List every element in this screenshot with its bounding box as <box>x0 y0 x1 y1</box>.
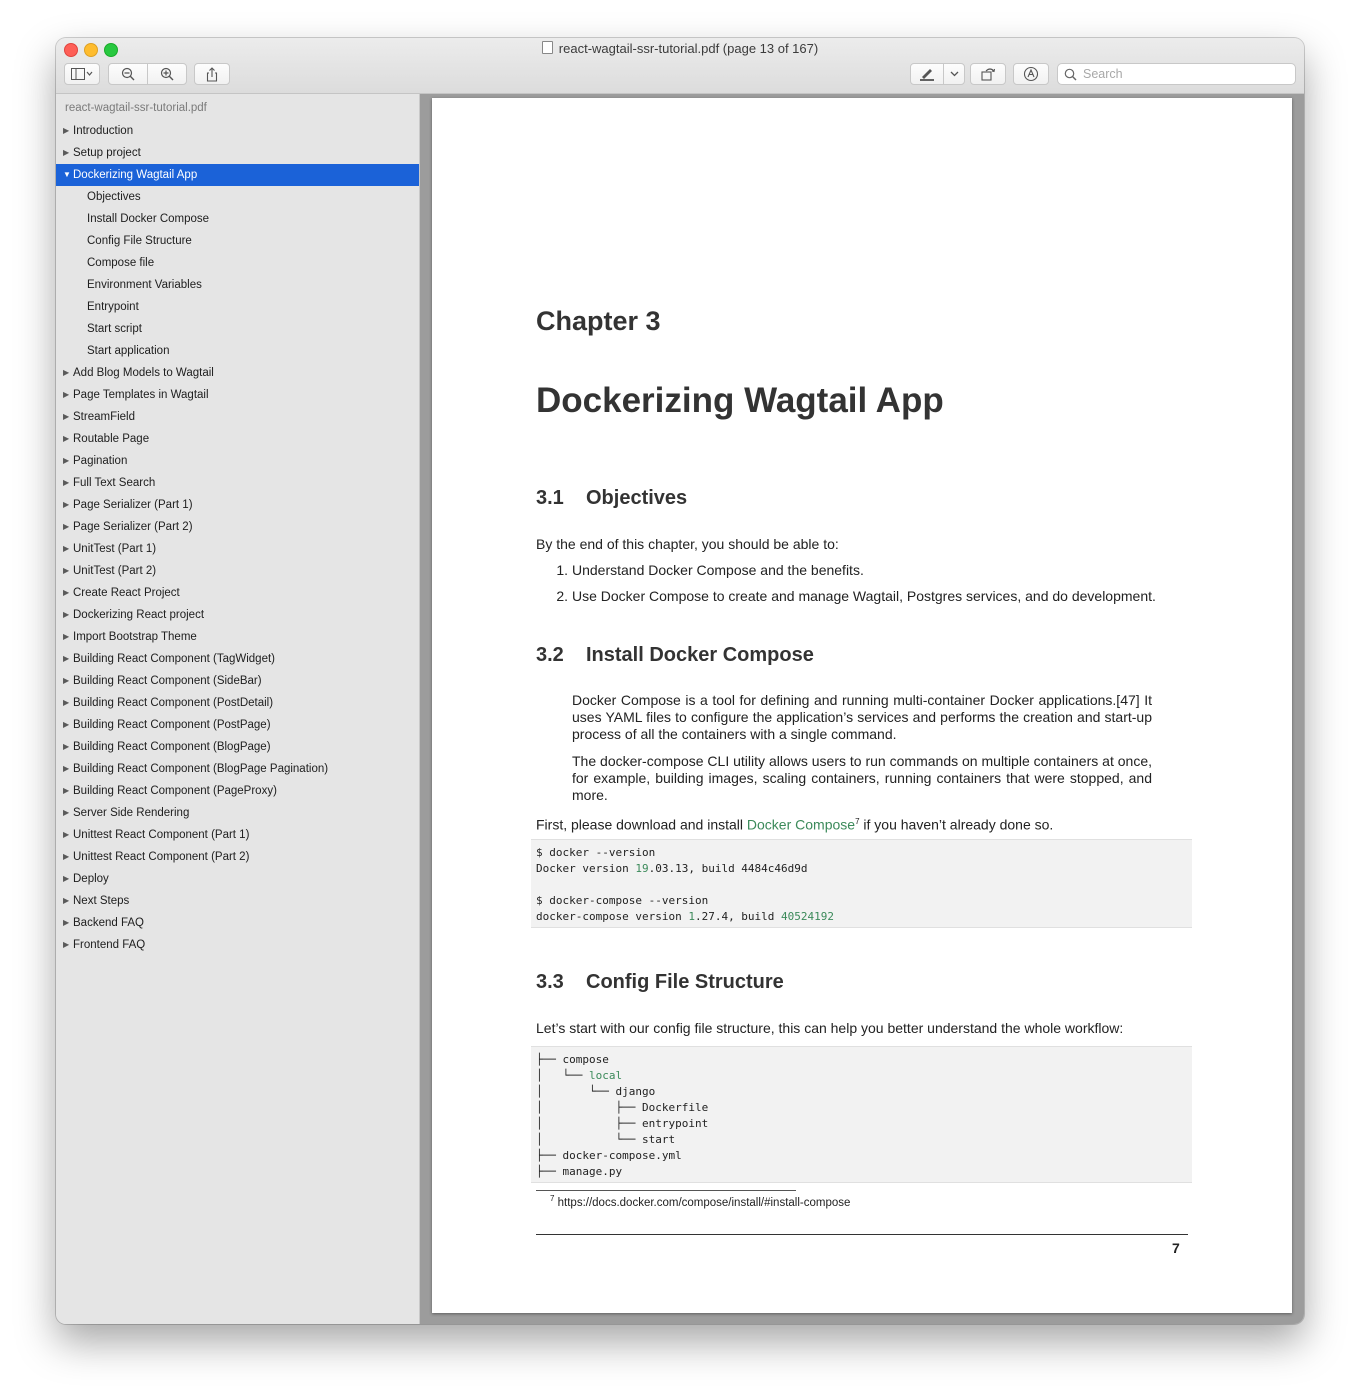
disclosure-closed-icon[interactable]: ▶ <box>63 720 70 729</box>
toc-item[interactable] <box>56 274 419 296</box>
objectives-intro: By the end of this chapter, you should be able to: <box>536 536 839 552</box>
toc-item[interactable] <box>56 648 419 670</box>
markup-toolbar-button[interactable] <box>1013 63 1049 85</box>
share-button[interactable] <box>194 63 230 85</box>
disclosure-closed-icon[interactable]: ▶ <box>63 368 70 377</box>
toc-item[interactable] <box>56 780 419 802</box>
disclosure-closed-icon[interactable]: ▶ <box>63 874 70 883</box>
code-line <box>536 877 1187 893</box>
toc-item-label: Building React Component (BlogPage) <box>73 741 271 753</box>
docker-compose-link[interactable]: Docker Compose <box>746 816 856 833</box>
disclosure-closed-icon[interactable]: ▶ <box>63 786 70 795</box>
code-line: Docker version 19.03.13, build 4484c46d9d <box>536 862 808 875</box>
toc-item-label: Full Text Search <box>73 477 156 489</box>
toc-item[interactable] <box>56 296 419 318</box>
share-icon <box>206 67 218 82</box>
toc-item[interactable] <box>56 604 419 626</box>
toc-item[interactable] <box>56 538 419 560</box>
footnote-divider <box>536 1190 796 1191</box>
disclosure-closed-icon[interactable]: ▶ <box>63 544 70 553</box>
code-line: $ docker-compose --version <box>536 894 709 907</box>
install-paragraph: First, please download and install Docker Compose$^7$ if you haven’t already done so. <box>536 816 1054 833</box>
disclosure-closed-icon[interactable]: ▶ <box>63 412 70 421</box>
zoom-out-button[interactable] <box>108 63 148 85</box>
markup-pen-button[interactable] <box>910 63 944 85</box>
window-title: react-wagtail-ssr-tutorial.pdf (page 13 of 167) <box>56 41 1304 56</box>
code-block-versions <box>531 839 1192 928</box>
disclosure-closed-icon[interactable]: ▶ <box>63 522 70 531</box>
disclosure-closed-icon[interactable]: ▶ <box>63 126 70 135</box>
page-number: 7 <box>1172 1240 1180 1256</box>
titlebar <box>56 38 1304 94</box>
toc-item-label: Entrypoint <box>87 301 139 313</box>
chapter-label: Chapter 3 <box>536 306 661 336</box>
toc-item-label: Dockerizing Wagtail App <box>73 169 198 181</box>
toc-item[interactable] <box>56 516 419 538</box>
toc-item-label: Page Serializer (Part 2) <box>73 521 193 533</box>
markup-options-button[interactable] <box>943 63 965 85</box>
toc-item-label: Building React Component (PostPage) <box>73 719 271 731</box>
toc-item[interactable] <box>56 714 419 736</box>
disclosure-closed-icon[interactable]: ▶ <box>63 654 70 663</box>
toc-item[interactable] <box>56 472 419 494</box>
toc-item[interactable] <box>56 626 419 648</box>
search-input[interactable] <box>1081 66 1285 82</box>
toc-item-label: Config File Structure <box>87 235 192 247</box>
chapter-title: Dockerizing Wagtail App <box>536 381 944 420</box>
chevron-down-icon <box>950 71 959 77</box>
toc-item-label: Next Steps <box>73 895 130 907</box>
disclosure-closed-icon[interactable]: ▶ <box>63 500 70 509</box>
code-line: │ ├── entrypoint <box>536 1117 709 1130</box>
disclosure-closed-icon[interactable]: ▶ <box>63 830 70 839</box>
toc-item-label: Add Blog Models to Wagtail <box>73 367 214 379</box>
magnifier-icon <box>1064 68 1077 81</box>
toc-item[interactable] <box>56 120 419 142</box>
code-line: docker-compose version 1.27.4, build 40524192 <box>536 910 835 923</box>
disclosure-closed-icon[interactable]: ▶ <box>63 390 70 399</box>
config-intro: Let’s start with our config file structure, this can help you better understand the whole workflow: <box>536 1020 1124 1036</box>
toc-item[interactable] <box>56 450 419 472</box>
disclosure-closed-icon[interactable]: ▶ <box>63 896 70 905</box>
toc-item-label: Setup project <box>73 147 141 159</box>
zoom-out-icon <box>121 67 135 81</box>
code-block-file-tree <box>531 1046 1192 1183</box>
document-view[interactable] <box>420 94 1304 1324</box>
page-footer-divider <box>536 1234 1188 1235</box>
disclosure-closed-icon[interactable]: ▶ <box>63 940 70 949</box>
objective-item: 2. Use Docker Compose to create and manage Wagtail, Postgres services, and do development. <box>556 588 1156 604</box>
toc-item[interactable] <box>56 384 419 406</box>
toc-item[interactable] <box>56 758 419 780</box>
pen-icon <box>919 67 935 81</box>
disclosure-closed-icon[interactable]: ▶ <box>63 764 70 773</box>
disclosure-closed-icon[interactable]: ▶ <box>63 610 70 619</box>
zoom-in-button[interactable] <box>147 63 187 85</box>
toc-item[interactable] <box>56 868 419 890</box>
rotate-icon <box>980 67 996 81</box>
disclosure-closed-icon[interactable]: ▶ <box>63 148 70 157</box>
toc-item[interactable] <box>56 934 419 956</box>
toc-item-label: Building React Component (PageProxy) <box>73 785 277 797</box>
code-line: ├── docker-compose.yml <box>536 1149 682 1162</box>
toc-item[interactable] <box>56 846 419 868</box>
toc-item-label: Building React Component (BlogPage Pagination) <box>73 763 329 775</box>
rotate-button[interactable] <box>970 63 1006 85</box>
sidebar-toggle-button[interactable] <box>64 63 100 85</box>
disclosure-closed-icon[interactable]: ▶ <box>63 456 70 465</box>
toc-item-label: Pagination <box>73 455 128 467</box>
toc-item-label: Unittest React Component (Part 2) <box>73 851 250 863</box>
disclosure-closed-icon[interactable]: ▶ <box>63 676 70 685</box>
toc-item-label: Building React Component (PostDetail) <box>73 697 274 709</box>
toc-item[interactable] <box>56 230 419 252</box>
footnote-ref: 7 <box>855 817 860 826</box>
disclosure-closed-icon[interactable]: ▶ <box>63 632 70 641</box>
markup-icon <box>1023 66 1039 82</box>
code-line: │ └── django <box>536 1085 656 1098</box>
toc-item-label: Page Templates in Wagtail <box>73 389 209 401</box>
pdf-document-icon <box>542 41 553 54</box>
quote-paragraph-1: Docker Compose is a tool for defining and running multi-container Docker applications.[47] It uses YAML files to configure the application’s services and performs the creation and start-up process of all the containers with a single command. <box>572 692 1152 742</box>
code-line: ├── manage.py <box>536 1165 623 1178</box>
toc-item-label: Start application <box>87 345 170 357</box>
toc-item[interactable] <box>56 164 419 186</box>
code-line: │ └── local <box>536 1069 623 1082</box>
toc-item[interactable] <box>56 428 419 450</box>
disclosure-closed-icon[interactable]: ▶ <box>63 566 70 575</box>
code-line: │ └── start <box>536 1133 676 1146</box>
disclosure-open-icon[interactable]: ▼ <box>63 170 71 179</box>
toc-item-label: Compose file <box>87 257 155 269</box>
objective-item: 1. Understand Docker Compose and the benefits. <box>556 562 864 578</box>
toc-item-label: Install Docker Compose <box>87 213 210 225</box>
toc-item[interactable] <box>56 692 419 714</box>
code-line: │ ├── Dockerfile <box>536 1101 709 1114</box>
table-of-contents-sidebar <box>56 94 420 1324</box>
toc-item[interactable] <box>56 186 419 208</box>
toc-item-label: Introduction <box>73 125 134 137</box>
section-heading-3-2: 3.2 Install Docker Compose <box>536 644 814 666</box>
toc-item[interactable] <box>56 824 419 846</box>
toc-item-label: Unittest React Component (Part 1) <box>73 829 250 841</box>
disclosure-closed-icon[interactable]: ▶ <box>63 742 70 751</box>
toc-item[interactable] <box>56 318 419 340</box>
toc-item[interactable] <box>56 494 419 516</box>
toc-item[interactable] <box>56 912 419 934</box>
toc-item[interactable] <box>56 890 419 912</box>
disclosure-closed-icon[interactable]: ▶ <box>63 918 70 927</box>
toc-item-label: Objectives <box>87 191 141 203</box>
toc-item-label: Routable Page <box>73 433 150 445</box>
toc-item-label: UnitTest (Part 1) <box>73 543 157 555</box>
section-heading-3-1: 3.1 Objectives <box>536 487 688 509</box>
disclosure-closed-icon[interactable]: ▶ <box>63 808 70 817</box>
disclosure-closed-icon[interactable]: ▶ <box>63 434 70 443</box>
toc-item-label: StreamField <box>73 411 135 423</box>
toc-item[interactable] <box>56 560 419 582</box>
toc-item-label: Building React Component (SideBar) <box>73 675 262 687</box>
pdf-page <box>432 98 1292 1313</box>
toc-item[interactable] <box>56 582 419 604</box>
disclosure-closed-icon[interactable]: ▶ <box>63 852 70 861</box>
toc-item[interactable] <box>56 406 419 428</box>
sidebar-icon <box>71 68 93 80</box>
toc-item[interactable] <box>56 142 419 164</box>
toc-item[interactable] <box>56 362 419 384</box>
disclosure-closed-icon[interactable]: ▶ <box>63 698 70 707</box>
disclosure-closed-icon[interactable]: ▶ <box>63 588 70 597</box>
preview-window <box>56 38 1304 1324</box>
quote-paragraph-2: The docker-compose CLI utility allows users to run commands on multiple containers at once, for example, building images, scaling containers, running containers that were stopped, and more. <box>572 753 1152 803</box>
footnote: $^7$ https://docs.docker.com/compose/install/#install-compose <box>550 1194 851 1209</box>
toc-item-label: Start script <box>87 323 142 335</box>
search-field[interactable] <box>1057 63 1296 85</box>
code-line: $ docker --version <box>536 846 656 859</box>
toc-item-label: Building React Component (TagWidget) <box>73 653 275 665</box>
toc-item[interactable] <box>56 736 419 758</box>
toc-item-label: Deploy <box>73 873 109 885</box>
zoom-in-icon <box>160 67 174 81</box>
toc-item-label: Backend FAQ <box>73 917 144 929</box>
toc-item-label: UnitTest (Part 2) <box>73 565 157 577</box>
section-heading-3-3: 3.3 Config File Structure <box>536 971 784 993</box>
toc-item-label: Dockerizing React project <box>73 609 205 621</box>
toc-item-label: Frontend FAQ <box>73 939 146 951</box>
toc-item-label: Import Bootstrap Theme <box>73 631 197 643</box>
toc-item[interactable] <box>56 802 419 824</box>
toc-item[interactable] <box>56 208 419 230</box>
code-line: ├── compose <box>536 1053 609 1066</box>
toc-item-label: Create React Project <box>73 587 180 599</box>
toc-item[interactable] <box>56 670 419 692</box>
sidebar-document-name: react-wagtail-ssr-tutorial.pdf <box>65 102 207 114</box>
toc-item-label: Page Serializer (Part 1) <box>73 499 193 511</box>
toc-item-label: Environment Variables <box>87 279 202 291</box>
disclosure-closed-icon[interactable]: ▶ <box>63 478 70 487</box>
toc-item-label: Server Side Rendering <box>73 807 190 819</box>
toc-item[interactable] <box>56 252 419 274</box>
toc-item[interactable] <box>56 340 419 362</box>
